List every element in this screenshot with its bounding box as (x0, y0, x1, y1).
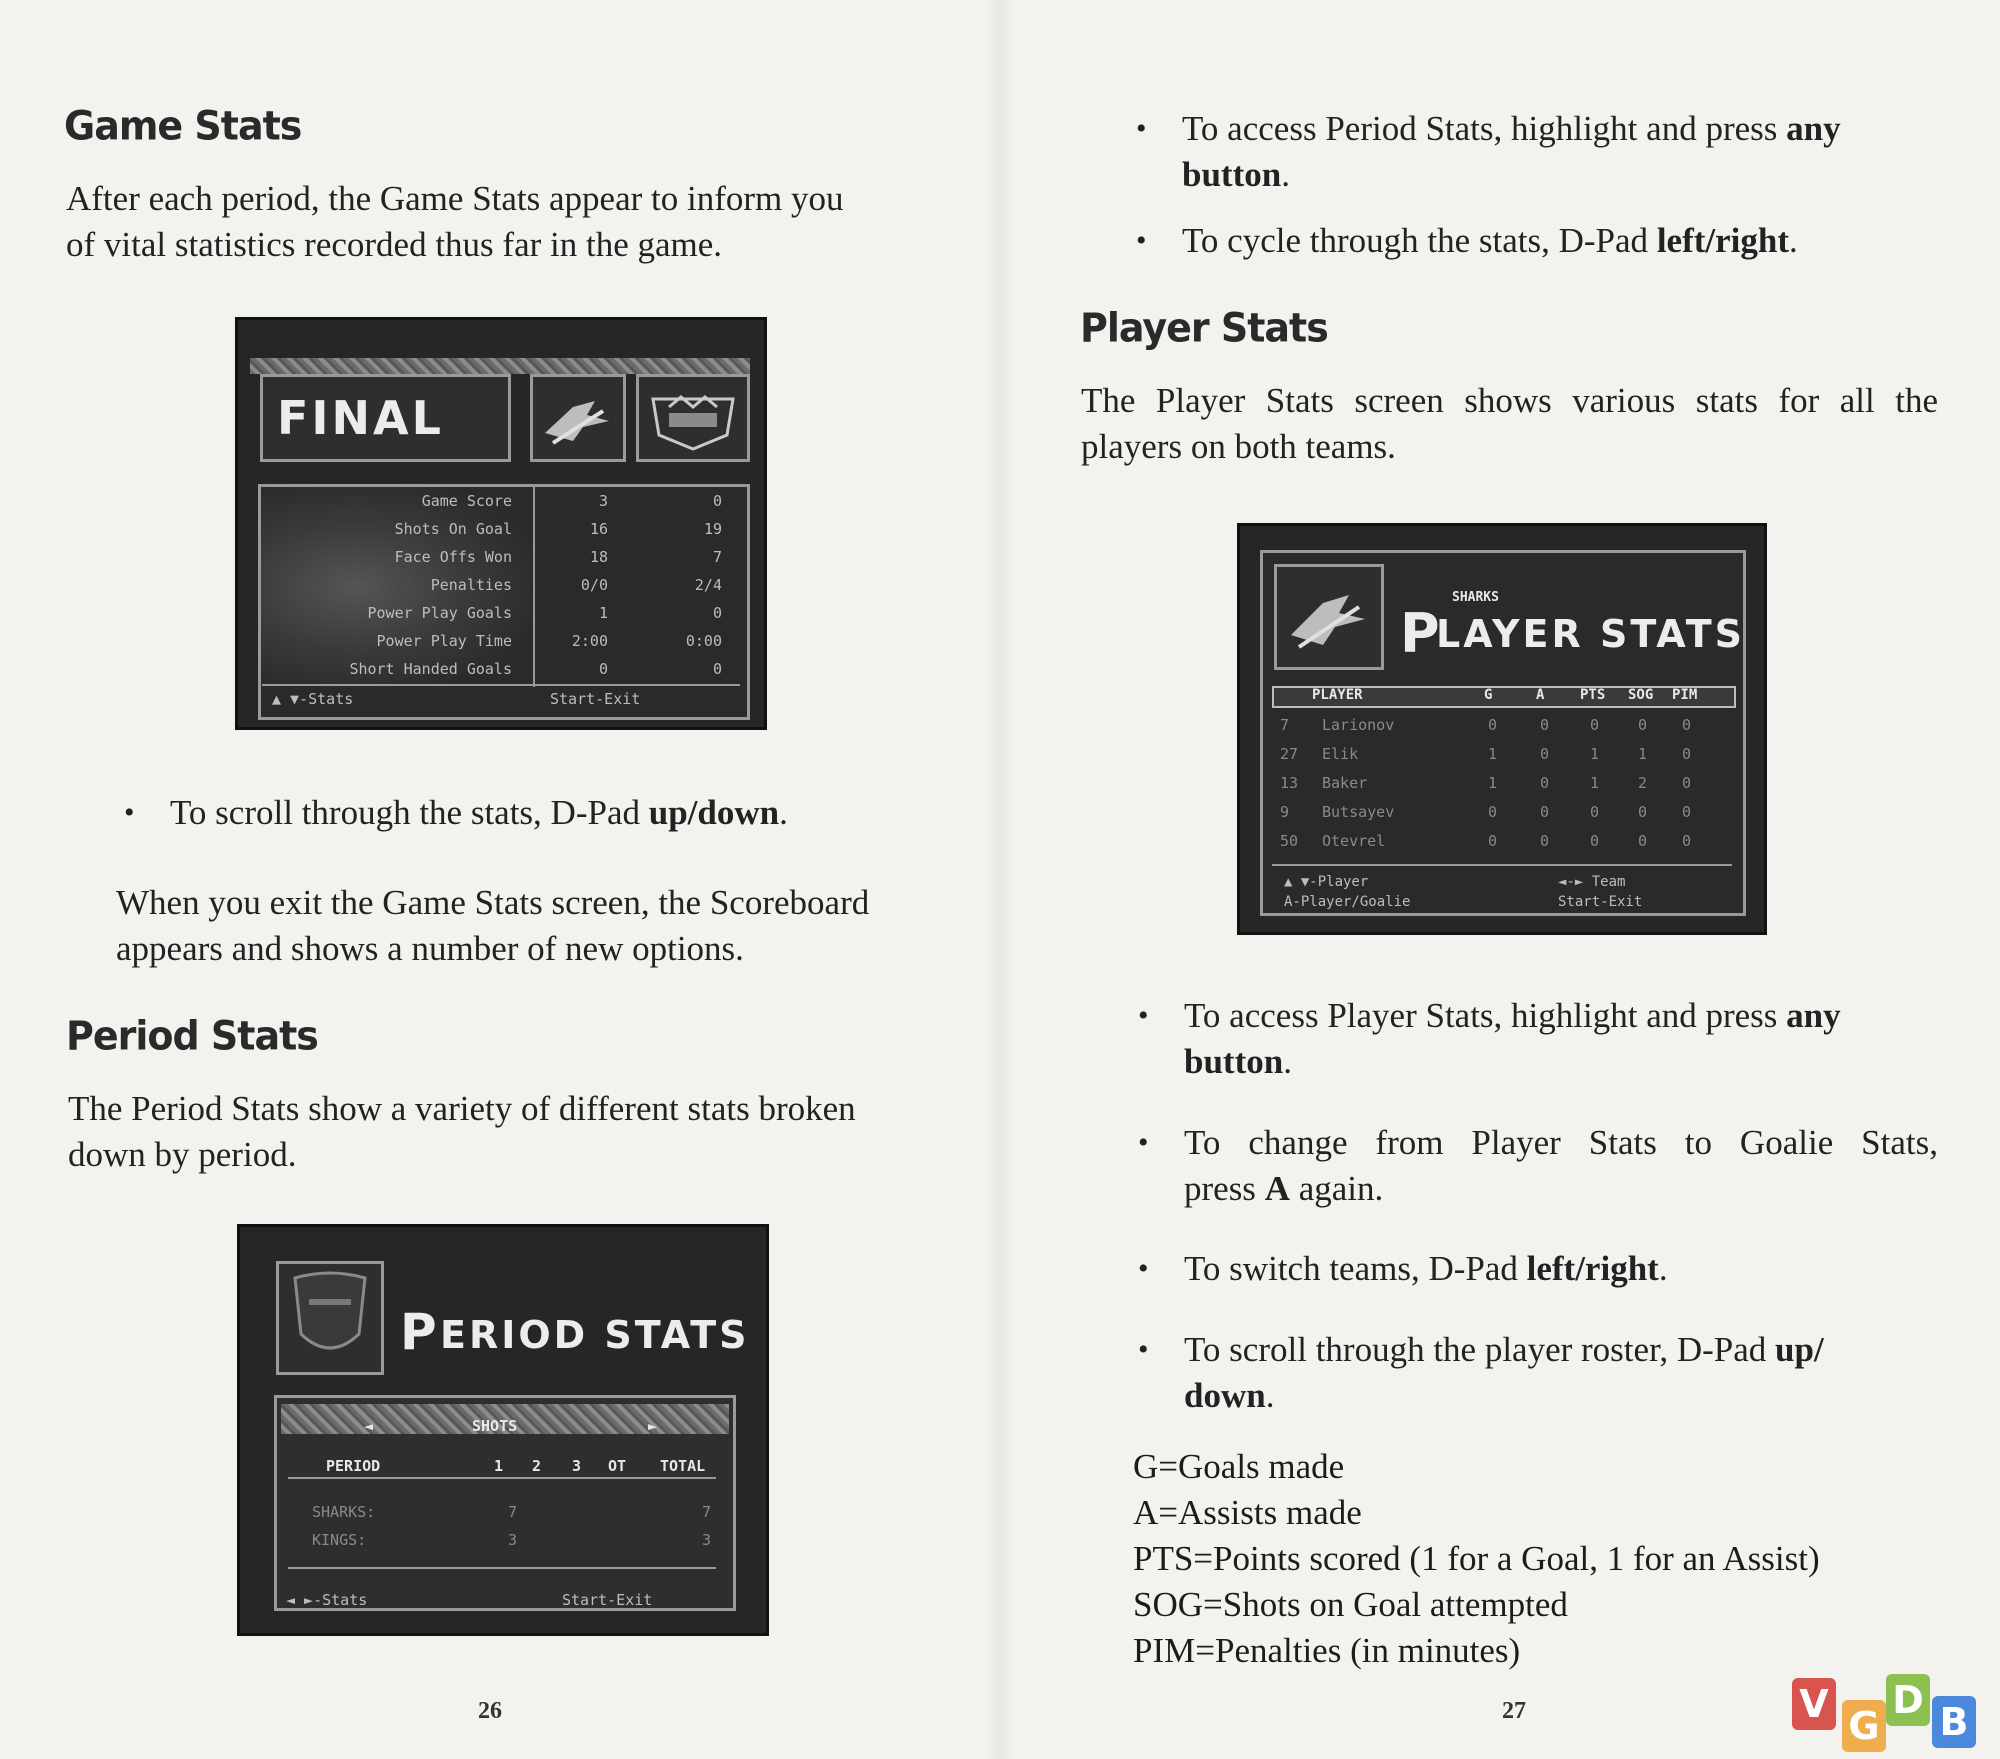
period-stats-intro: The Period Stats show a variety of different stats broken down by period. (68, 1089, 856, 1174)
right-page (1000, 0, 2000, 1759)
player-column-header: PLAYER (1312, 687, 1363, 703)
goalie-bullet-line1: To change from Player Stats to Goalie Stats, (1184, 1123, 1938, 1162)
player-name: Baker (1322, 774, 1368, 792)
vgdb-logo-letter: B (1932, 1696, 1976, 1748)
player-footer-left1: ▲ ▼-Player (1284, 874, 1369, 890)
final-stat-home: 0 (598, 660, 608, 678)
player-stat-value: 0 (1682, 745, 1692, 763)
final-stat-home: 16 (589, 520, 608, 538)
player-footer-right2: Start-Exit (1558, 894, 1643, 910)
bullet-dot: • (1138, 999, 1149, 1032)
kings-logo-panel (636, 374, 750, 462)
player-stats-heading: Player Stats (1080, 304, 1328, 352)
player-column-header: PTS (1580, 687, 1606, 703)
player-column-header: G (1484, 687, 1493, 703)
player-number: 9 (1280, 803, 1290, 821)
footer-rule (288, 1567, 716, 1569)
player-name: Elik (1322, 745, 1359, 763)
final-stat-away: 0:00 (685, 632, 722, 650)
period-team-name: KINGS: (312, 1531, 367, 1549)
period-stats-heading: Period Stats (66, 1012, 318, 1060)
stat-abbreviation-legend (1133, 1444, 1820, 1674)
player-stat-value: 0 (1540, 745, 1550, 763)
period-column-header: OT (608, 1457, 627, 1475)
final-stat-label: Shots On Goal (394, 520, 512, 538)
vgdb-logo-letter: G (1842, 1700, 1886, 1752)
player-stat-value: 0 (1540, 716, 1550, 734)
bullet-dot: • (1138, 1333, 1149, 1366)
period-value-p1: 7 (508, 1503, 518, 1521)
player-stat-value: 0 (1540, 803, 1550, 821)
player-stat-value: 1 (1590, 745, 1600, 763)
player-stat-value: 0 (1590, 832, 1600, 850)
player-stat-value: 0 (1638, 832, 1648, 850)
player-stat-value: 0 (1682, 774, 1692, 792)
final-stat-away: 2/4 (694, 576, 722, 594)
team-label: SHARKS (1452, 590, 1499, 605)
player-stat-value: 1 (1590, 774, 1600, 792)
access-player-stats-bullet: • To access Player Stats, highlight and press any button. (1184, 993, 1938, 1085)
player-stat-value: 0 (1590, 803, 1600, 821)
page-number-left: 26 (478, 1698, 502, 1724)
period-column-header: PERIOD (326, 1457, 381, 1475)
period-title-first: P (400, 1303, 440, 1361)
footer-rule (1272, 864, 1732, 866)
nhl-shield-panel (276, 1261, 384, 1375)
player-stat-value: 0 (1540, 832, 1550, 850)
player-name: Larionov (1322, 716, 1395, 734)
final-stat-label: Power Play Goals (367, 604, 512, 622)
final-stat-label: Power Play Time (376, 632, 512, 650)
selector-left-arrow[interactable]: ◄ (364, 1417, 374, 1435)
player-stat-value: 0 (1638, 716, 1648, 734)
legend-line: PTS=Points scored (1 for a Goal, 1 for an Assist) (1133, 1539, 1820, 1578)
bullet-dot: • (124, 796, 135, 829)
player-stat-value: 1 (1488, 745, 1498, 763)
final-stat-home: 18 (589, 548, 608, 566)
player-stat-value: 0 (1682, 803, 1692, 821)
player-stat-value: 0 (1540, 774, 1550, 792)
period-team-name: SHARKS: (312, 1503, 376, 1521)
scroll-stats-bullet: • To scroll through the stats, D-Pad up/down. (170, 790, 950, 836)
stone-border (250, 358, 750, 374)
player-number: 13 (1280, 774, 1299, 792)
player-column-header: PIM (1672, 687, 1698, 703)
selector-label: SHOTS (472, 1417, 518, 1435)
final-stat-home: 1 (598, 604, 608, 622)
final-stat-label: Penalties (430, 576, 512, 594)
player-name: Otevrel (1322, 832, 1386, 850)
period-column-header: 2 (532, 1457, 542, 1475)
final-stat-label: Game Score (421, 492, 512, 510)
final-stat-home: 3 (598, 492, 608, 510)
legend-line: A=Assists made (1133, 1493, 1362, 1532)
scroll-roster-bullet: • To scroll through the player roster, D-Pad up/ down. (1184, 1327, 1938, 1419)
shark-logo-icon (1277, 567, 1381, 667)
player-column-header: A (1536, 687, 1545, 703)
player-title-first: P (1400, 602, 1443, 665)
period-column-header: TOTAL (660, 1457, 706, 1475)
period-footer-right: Start-Exit (562, 1591, 653, 1609)
player-stat-value: 0 (1488, 716, 1498, 734)
final-stat-home: 0/0 (580, 576, 608, 594)
final-stat-away: 0 (712, 492, 722, 510)
cycle-stats-bullet: • To cycle through the stats, D-Pad left/right. (1182, 218, 1938, 264)
final-stat-away: 19 (703, 520, 722, 538)
player-stat-value: 1 (1488, 774, 1498, 792)
player-stats-intro-line2: players on both teams. (1081, 427, 1396, 466)
period-value-total: 3 (702, 1531, 712, 1549)
game-stats-heading: Game Stats (64, 102, 302, 150)
final-footer-left: ▲ ▼-Stats (272, 690, 354, 708)
exit-game-stats-text: When you exit the Game Stats screen, the Scoreboard appears and shows a number of new options. (116, 883, 870, 968)
final-title-panel (260, 374, 511, 462)
player-number: 7 (1280, 716, 1290, 734)
player-stat-value: 1 (1638, 745, 1648, 763)
player-stat-value: 0 (1682, 716, 1692, 734)
bullet-dot: • (1138, 1252, 1149, 1285)
final-footer-right: Start-Exit (550, 690, 641, 708)
bullet-dot: • (1136, 112, 1147, 145)
footer-rule (262, 684, 740, 686)
player-stat-value: 0 (1590, 716, 1600, 734)
final-stat-label: Short Handed Goals (349, 660, 512, 678)
player-stat-value: 0 (1488, 832, 1498, 850)
column-divider (533, 487, 535, 687)
page-number-right: 27 (1502, 1698, 1526, 1724)
final-stat-away: 0 (712, 660, 722, 678)
player-stat-value: 0 (1682, 832, 1692, 850)
player-stat-value: 0 (1488, 803, 1498, 821)
player-stat-value: 2 (1638, 774, 1648, 792)
period-title-rest: ERIOD STATS (440, 1313, 750, 1357)
period-column-header: 3 (572, 1457, 582, 1475)
vgdb-logo-letter: D (1886, 1674, 1930, 1726)
final-stat-label: Face Offs Won (394, 548, 512, 566)
player-stats-intro-line1: The Player Stats screen shows various stats for all the (1081, 381, 1938, 420)
period-column-header: 1 (494, 1457, 504, 1475)
player-name: Butsayev (1322, 803, 1395, 821)
goalie-stats-bullet: • To change from Player Stats to Goalie Stats, press A again. (1184, 1120, 1938, 1212)
kings-logo-icon (639, 377, 747, 459)
vgdb-logo-letter: V (1792, 1678, 1836, 1730)
player-stat-value: 0 (1638, 803, 1648, 821)
final-stats-screenshot (235, 317, 767, 730)
period-value-total: 7 (702, 1503, 712, 1521)
legend-line: PIM=Penalties (in minutes) (1133, 1631, 1521, 1670)
sharks-logo-panel (1274, 564, 1384, 670)
player-footer-left2: A-Player/Goalie (1284, 894, 1411, 910)
legend-line: G=Goals made (1133, 1447, 1345, 1486)
intro-line: After each period, the Game Stats appear to inform you (66, 179, 844, 218)
final-stat-away: 0 (712, 604, 722, 622)
player-stats-screenshot (1237, 523, 1767, 935)
nhl-shield-icon (279, 1264, 381, 1372)
final-stat-home: 2:00 (571, 632, 608, 650)
selector-right-arrow[interactable]: ► (648, 1417, 658, 1435)
player-number: 50 (1280, 832, 1299, 850)
player-number: 27 (1280, 745, 1299, 763)
player-column-header: SOG (1628, 687, 1654, 703)
period-value-p1: 3 (508, 1531, 518, 1549)
access-period-stats-bullet: • To access Period Stats, highlight and press any button. (1182, 106, 1938, 198)
legend-line: SOG=Shots on Goal attempted (1133, 1585, 1568, 1624)
intro-line: of vital statistics recorded thus far in the game. (66, 225, 723, 264)
bullet-dot: • (1138, 1126, 1149, 1159)
final-stat-away: 7 (712, 548, 722, 566)
player-title-rest: LAYER STATS (1436, 612, 1746, 656)
period-stats-screenshot (237, 1224, 769, 1636)
final-title: FINAL (277, 391, 444, 445)
game-stats-intro (66, 176, 926, 268)
shark-logo-icon (533, 377, 623, 459)
player-footer-right1: ◄-► Team (1558, 874, 1626, 890)
period-footer-left: ◄ ►-Stats (286, 1591, 368, 1609)
bullet-dot: • (1136, 224, 1147, 257)
sharks-logo-panel (530, 374, 626, 462)
header-rule (288, 1477, 716, 1479)
switch-teams-bullet: • To switch teams, D-Pad left/right. (1184, 1246, 1938, 1292)
